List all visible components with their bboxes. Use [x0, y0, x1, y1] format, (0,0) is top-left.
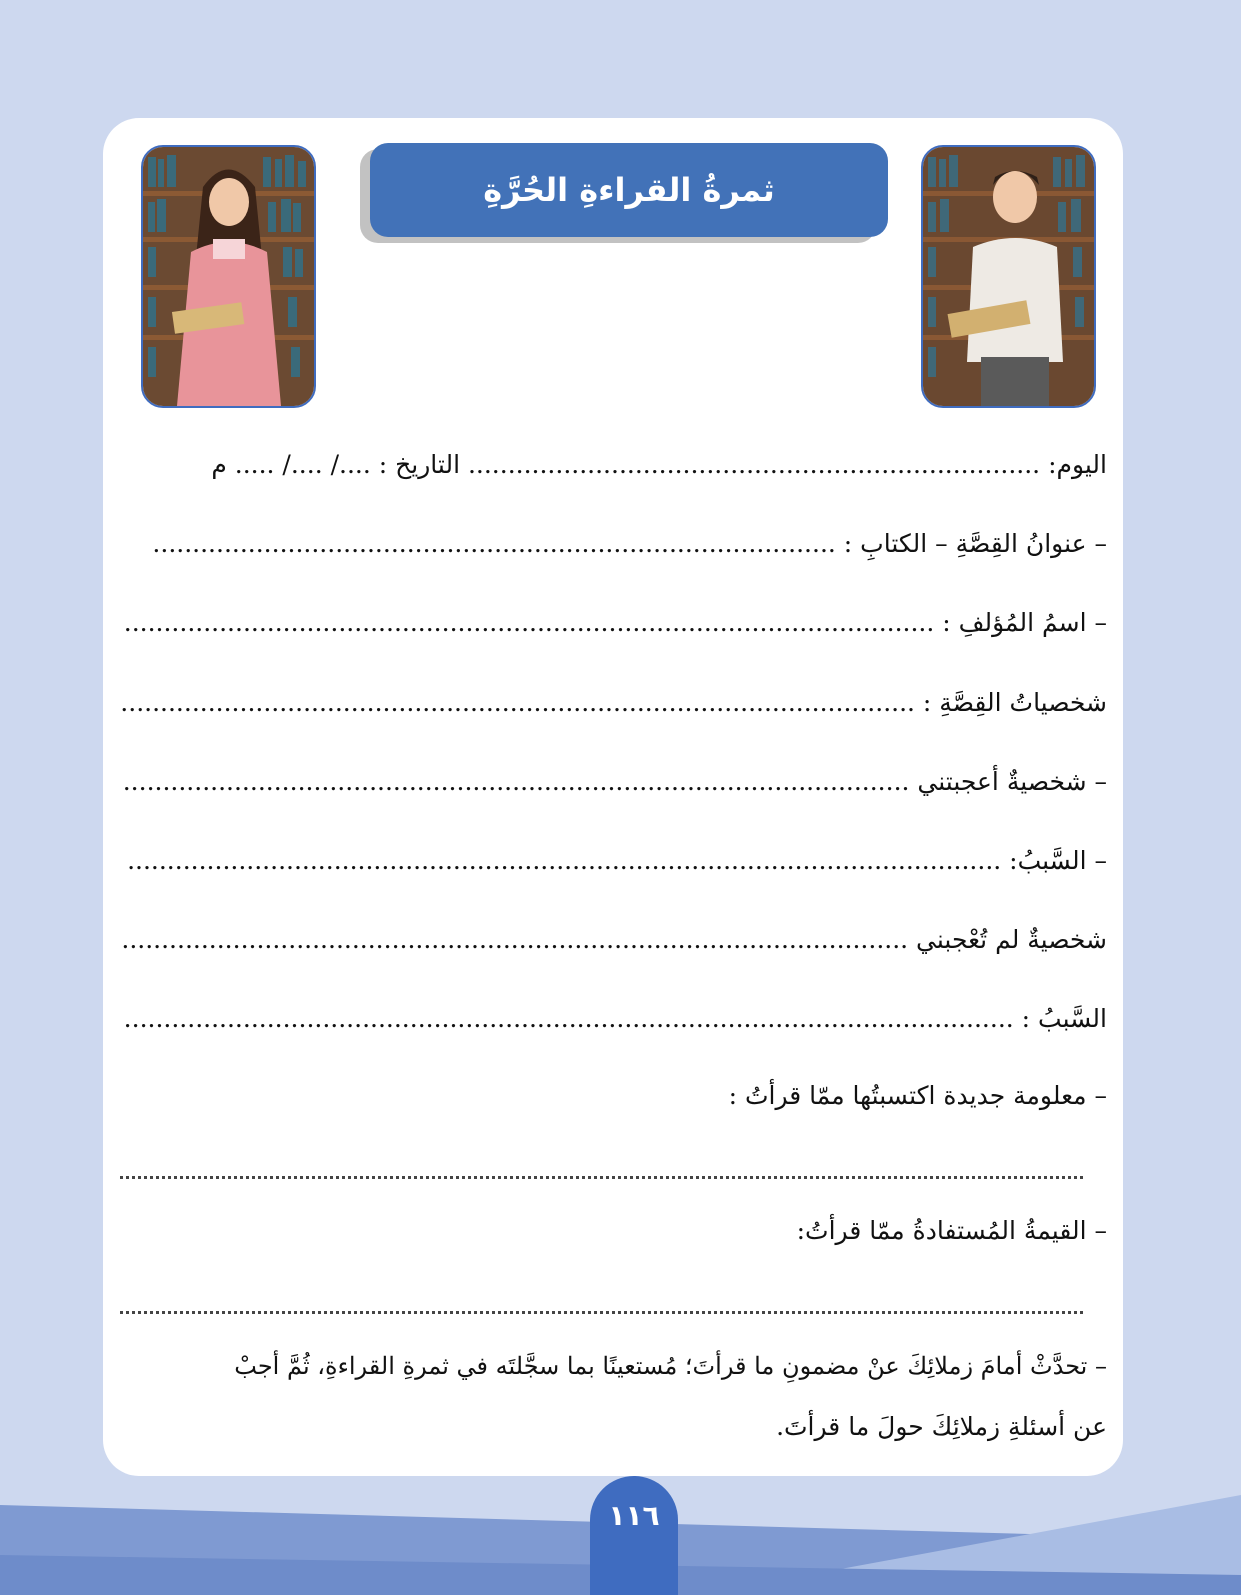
instruction-line-1: – تحدَّثْ أمامَ زملائِكَ عنْ مضمونِ ما قرأتَ؛ مُستعينًا بما سجَّلتَه في ثمرةِ القراءةِ، ثُمَّ أجبْ — [234, 1352, 1107, 1380]
page-title: ثمرةُ القراءةِ الحُرَّةِ — [483, 171, 775, 209]
reason-field-1: – السَّببُ: .............................................................................................................. — [127, 846, 1107, 875]
value-label: – القيمةُ المُستفادةُ ممّا قرأتُ: — [796, 1216, 1107, 1245]
title-field: – عنوانُ القِصَّةِ – الكتابِ : ...................................................................................... — [152, 529, 1107, 558]
characters-field: شخصياتُ القِصَّةِ : .................................................................................................... — [120, 688, 1107, 717]
page-number: ١١٦ — [608, 1499, 660, 1532]
new-info-answer-line — [120, 1172, 1083, 1179]
author-field: – اسمُ المُؤلفِ : ...................................................................................................... — [123, 608, 1107, 637]
page-title-banner — [370, 143, 888, 237]
date-line: اليوم: ........................................................................ التاريخ : ..../ ..../ ..... م — [211, 450, 1107, 479]
liked-character-field: – شخصيةٌ أعجبتني ................................................................................................... — [122, 767, 1107, 796]
instruction-line-2: عن أسئلةِ زملائِكَ حولَ ما قرأتَ. — [776, 1412, 1107, 1441]
disliked-character-field: شخصيةٌ لم تُعْجبني ................................................................................................... — [121, 925, 1107, 954]
reason-field-2: السَّببُ : ................................................................................................................ — [123, 1004, 1107, 1033]
girl-reading-photo — [141, 145, 316, 408]
new-info-label: – معلومة جديدة اكتسبتُها ممّا قرأتُ : — [728, 1081, 1107, 1110]
value-answer-line — [120, 1307, 1083, 1314]
boy-reading-photo — [921, 145, 1096, 408]
page-number-tab — [590, 1476, 678, 1595]
